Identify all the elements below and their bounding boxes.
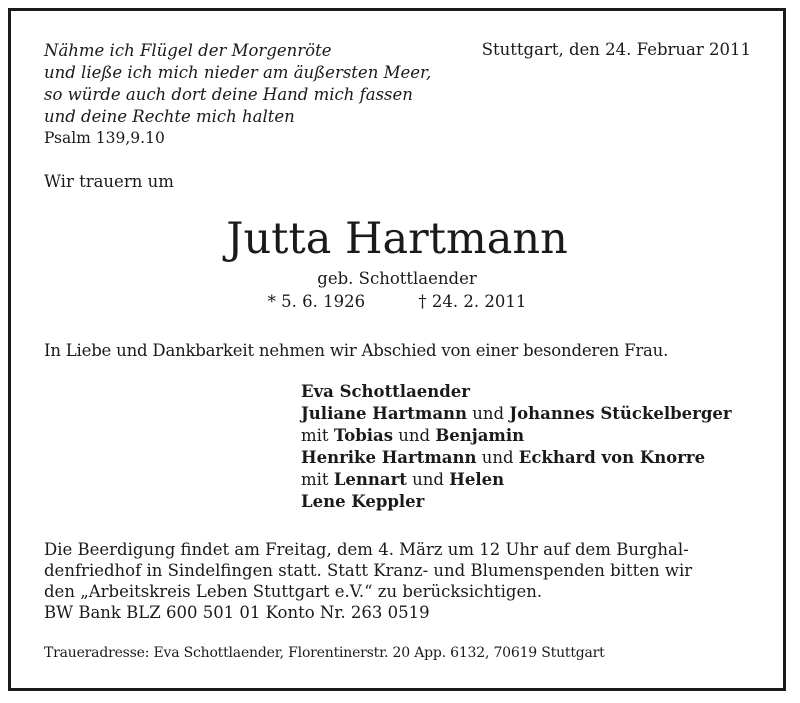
- mourner-name: Johannes Stückelberger: [509, 404, 732, 423]
- funeral-details: [44, 539, 756, 623]
- mourner-name: Benjamin: [435, 426, 525, 445]
- deceased-name: Jutta Hartmann: [226, 214, 568, 264]
- mourner-name: Lennart: [333, 470, 407, 489]
- mourner-line: [301, 403, 732, 425]
- funeral-line: Die Beerdigung findet am Freitag, dem 4. März um 12 Uhr auf dem Burghal-: [44, 540, 689, 559]
- joiner-text: und: [398, 426, 431, 445]
- joiner-text: und: [481, 448, 514, 467]
- obituary-frame: [8, 8, 786, 691]
- mourner-line: [301, 469, 732, 491]
- funeral-line: den „Arbeitskreis Leben Stuttgart e.V.“ zu berücksichtigen.: [44, 582, 543, 601]
- death-date: † 24. 2. 2011: [418, 292, 527, 311]
- mourner-name: Helen: [449, 470, 505, 489]
- verse-line: und ließe ich mich nieder am äußersten Meer,: [44, 63, 432, 82]
- prefix-text: mit: [301, 426, 329, 445]
- mourner-line: [301, 447, 732, 469]
- mourner-name: Eva Schottlaender: [301, 382, 470, 401]
- mourner-name: Tobias: [333, 426, 393, 445]
- farewell-text: In Liebe und Dankbarkeit nehmen wir Abschied von einer besonderen Frau.: [44, 341, 669, 360]
- mourner-line: [301, 491, 732, 513]
- prefix-text: mit: [301, 470, 329, 489]
- mourning-address: Traueradresse: Eva Schottlaender, Florentinerstr. 20 App. 6132, 70619 Stuttgart: [44, 645, 605, 661]
- joiner-text: und: [472, 404, 505, 423]
- birth-date: * 5. 6. 1926: [267, 292, 366, 311]
- mourner-name: Eckhard von Knorre: [518, 448, 706, 467]
- mourner-name: Henrike Hartmann: [301, 448, 477, 467]
- funeral-line: denfriedhof in Sindelfingen statt. Statt Kranz- und Blumenspenden bitten wir: [44, 561, 693, 580]
- bible-verse: [44, 40, 431, 128]
- verse-source: Psalm 139,9.10: [44, 129, 165, 147]
- dateline: Stuttgart, den 24. Februar 2011: [481, 40, 751, 59]
- mourner-line: [301, 425, 732, 447]
- funeral-line: BW Bank BLZ 600 501 01 Konto Nr. 263 0519: [44, 603, 430, 622]
- verse-line: und deine Rechte mich halten: [44, 107, 295, 126]
- mourner-line: [301, 381, 732, 403]
- life-dates: [11, 292, 783, 311]
- mourner-name: Juliane Hartmann: [301, 404, 468, 423]
- verse-line: Nähme ich Flügel der Morgenröte: [44, 41, 332, 60]
- joiner-text: und: [412, 470, 444, 489]
- mourners-list: [301, 381, 732, 513]
- mourner-name: Lene Keppler: [301, 492, 425, 511]
- mourning-intro: Wir trauern um: [44, 172, 174, 191]
- verse-line: so würde auch dort deine Hand mich fassen: [44, 85, 413, 104]
- birth-name: geb. Schottlaender: [317, 269, 477, 288]
